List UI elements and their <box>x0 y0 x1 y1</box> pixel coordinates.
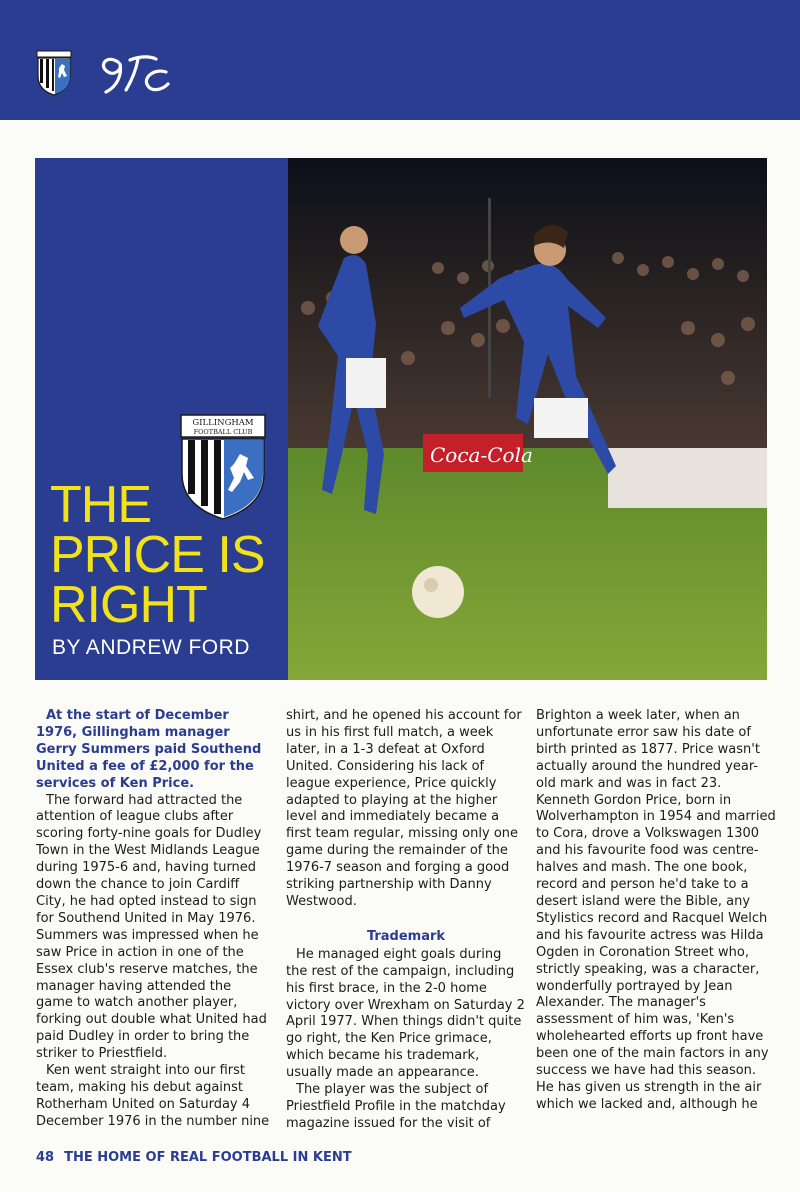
photo-hoarding: Coca-Cola <box>430 443 533 467</box>
article-paragraph: shirt, and he opened his account for us in his first full match, a week later, in a 1-3 defeat at Oxford United. Considering his lack of league experience, Price quickly adapted to playing at the higher level and immediately became a first team regular, missing only one game during the remainder of the 1976-7 season and forging a good striking partnership with Danny Westwood. <box>286 708 522 909</box>
article-paragraph: The forward had attracted the attention of league clubs after scoring forty-nine goals for Dudley Town in the West Midlands League during 1975-6 and, having turned down the chance to join Cardiff City, he had opted instead to sign for Southend United in May 1976. Summers was impressed when he saw Price in action in one of the Essex club's reserve matches, the manager having attended the game to watch another player, forking out double what United had paid Dudley in order to bring the striker to Priestfield. <box>36 792 267 1062</box>
page-footer <box>36 1150 352 1165</box>
article-paragraph: Brighton a week later, when an unfortunate error saw his date of birth printed as 1877. Price wasn't actually around the hundred year-old mark and was in fact 23. Kenneth Gordon Price, born in Wolverhampton in 1954 and married to Cora, drove a Volkswagen 1300 and his favourite food was centre-halves and mash. The one book, record and person he'd take to a desert island were the Bible, any Stylistics record and Racquel Welch and his favourite actress was Hilda Ogden in Coronation Street who, strictly speaking, was a character, wonderfully portrayed by Jean Alexander. The manager's assessment of him was, 'Ken's wholehearted efforts up front have been one of the main factors in any success we have had this season. He has given us strength in the air which we lacked and, although he <box>536 708 776 1112</box>
article-column-2 <box>286 708 526 1133</box>
header-band <box>0 0 800 120</box>
article-subhead: Trademark <box>366 928 446 944</box>
article-column-3 <box>536 708 776 1114</box>
article-paragraph: Ken went straight into our first team, making his debut against Rotherham United on Saturday 4 December 1976 in the number nine <box>36 1063 270 1129</box>
match-photo <box>288 158 767 680</box>
title-line-3: RIGHT <box>50 576 207 634</box>
page-number: 48 <box>36 1150 55 1165</box>
article-column-1 <box>36 708 272 1131</box>
football-action-image <box>288 158 767 680</box>
article-paragraph: The player was the subject of Priestfield Profile in the matchday magazine issued for the visit of <box>286 1082 506 1131</box>
gfc-monogram-icon <box>96 50 174 98</box>
crest-caption-club: GILLINGHAM <box>192 418 254 428</box>
gillingham-crest-icon <box>36 50 72 96</box>
byline: BY ANDREW FORD <box>52 636 250 659</box>
title-line-1: THE <box>50 476 151 534</box>
article-standfirst: At the start of December 1976, Gillingham manager Gerry Summers paid Southend United a fee of £2,000 for the services of Ken Price. <box>36 708 262 791</box>
article-paragraph: He managed eight goals during the rest of the campaign, including his first brace, in the 2-0 home victory over Wrexham on Saturday 2 April 1977. When things didn't quite go right, the Ken Price grimace, which became his trademark, usually made an appearance. <box>286 946 525 1081</box>
article-title <box>50 476 290 634</box>
title-line-2: PRICE IS <box>50 526 265 584</box>
crest-caption-fc: FOOTBALL CLUB <box>193 428 253 436</box>
footer-tagline: THE HOME OF REAL FOOTBALL IN KENT <box>64 1150 352 1165</box>
